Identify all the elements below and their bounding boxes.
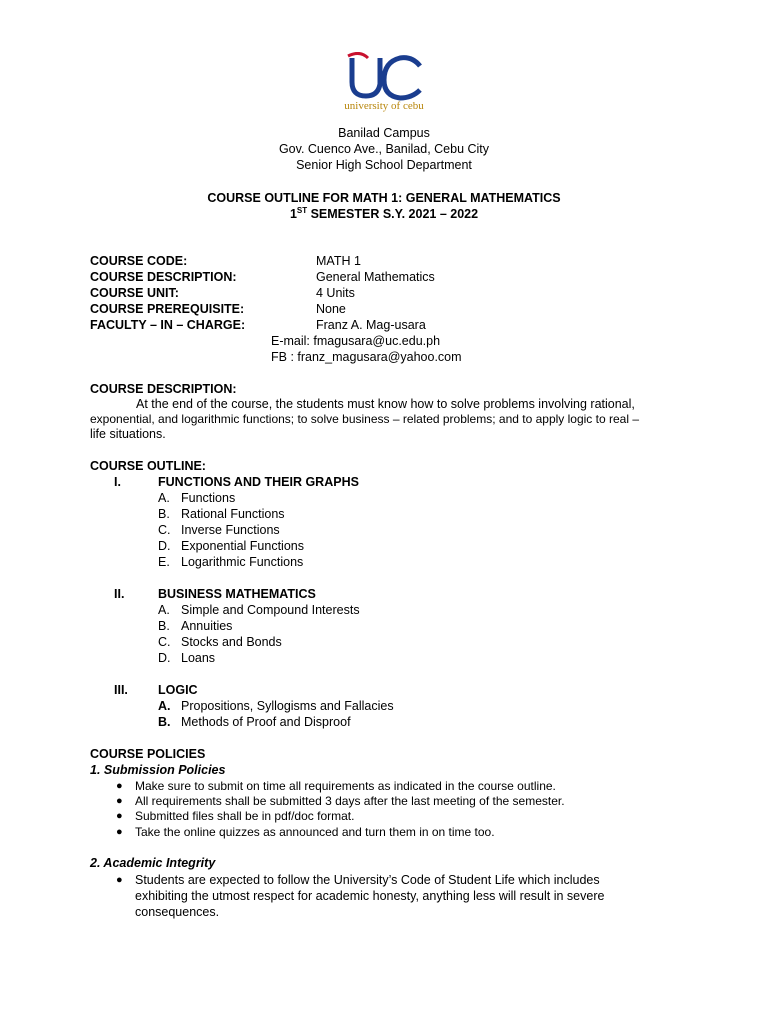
course-prerequisite-value: None	[316, 302, 346, 316]
section-3-item-a-letter: A.	[158, 699, 171, 713]
course-description-label: COURSE DESCRIPTION:	[90, 270, 237, 284]
semester-ordinal-suffix: ST	[296, 206, 308, 215]
section-1-item-e-letter: E.	[158, 555, 170, 569]
section-1-item-b-letter: B.	[158, 507, 170, 521]
semester-ordinal: 1	[289, 207, 297, 222]
section-3-item-b-letter: B.	[158, 715, 171, 729]
submission-bullet-3: Submitted files shall be in pdf/doc format.	[135, 809, 355, 823]
section-2-item-c: Stocks and Bonds	[181, 635, 282, 649]
faculty-value: Franz A. Mag-usara	[316, 318, 426, 332]
section-1-item-d: Exponential Functions	[181, 539, 304, 553]
faculty-label: FACULTY – IN – CHARGE:	[90, 318, 246, 332]
campus-name: Banilad Campus	[338, 126, 430, 140]
section-1-item-c-letter: C.	[158, 523, 171, 537]
course-code-value: MATH 1	[316, 254, 361, 268]
section-2-item-d-letter: D.	[158, 651, 171, 665]
section-1-title: FUNCTIONS AND THEIR GRAPHS	[158, 475, 359, 489]
integrity-line-1: Students are expected to follow the University’s Code of Student Life which includes	[135, 873, 600, 887]
logo-name: university of cebu	[344, 100, 424, 112]
faculty-email: E-mail: fmagusara@uc.edu.ph	[271, 334, 441, 348]
course-code-label: COURSE CODE:	[90, 254, 188, 268]
uc-logo-mark-icon	[338, 52, 430, 104]
section-3-number: III.	[114, 683, 128, 697]
section-2-item-d: Loans	[181, 651, 216, 665]
semester-line	[0, 206, 768, 221]
bullet-icon: ●	[116, 810, 123, 822]
course-description-value: General Mathematics	[316, 270, 435, 284]
description-heading: COURSE DESCRIPTION:	[90, 382, 237, 396]
integrity-line-2: exhibiting the utmost respect for academic honesty, anything less will result in severe	[135, 889, 605, 903]
course-prerequisite-label: COURSE PREREQUISITE:	[90, 302, 245, 316]
description-line-1: At the end of the course, the students must know how to solve problems involving rational,	[136, 397, 635, 411]
section-2-number: II.	[114, 587, 125, 601]
section-2-item-a-letter: A.	[158, 603, 170, 617]
semester-year: SEMESTER S.Y. 2021 – 2022	[307, 207, 479, 222]
integrity-line-3: consequences.	[135, 905, 220, 919]
department-name: Senior High School Department	[296, 158, 472, 172]
bullet-icon: ●	[116, 826, 123, 838]
section-3-title: LOGIC	[158, 683, 198, 697]
section-1-item-b: Rational Functions	[181, 507, 285, 521]
section-1-item-e: Logarithmic Functions	[181, 555, 304, 569]
bullet-icon: ●	[116, 780, 123, 792]
section-2-item-a: Simple and Compound Interests	[181, 603, 360, 617]
campus-address: Gov. Cuenco Ave., Banilad, Cebu City	[278, 142, 490, 156]
university-logo	[338, 52, 430, 118]
section-1-number: I.	[114, 475, 121, 489]
section-3-item-a: Propositions, Syllogisms and Fallacies	[181, 699, 394, 713]
policies-heading: COURSE POLICIES	[90, 747, 206, 761]
section-2-title: BUSINESS MATHEMATICS	[158, 587, 316, 601]
course-unit-label: COURSE UNIT:	[90, 286, 179, 300]
section-2-item-b-letter: B.	[158, 619, 170, 633]
bullet-icon: ●	[116, 795, 123, 807]
submission-bullet-2: All requirements shall be submitted 3 days after the last meeting of the semester.	[135, 794, 565, 808]
description-line-2: exponential, and logarithmic functions; to solve business – related problems; and to apply logic to real –	[90, 412, 639, 426]
bullet-icon: ●	[116, 874, 123, 886]
section-1-item-a: Functions	[181, 491, 236, 505]
academic-integrity-heading: 2. Academic Integrity	[90, 856, 216, 870]
faculty-fb: FB : franz_magusara@yahoo.com	[271, 350, 462, 364]
course-unit-value: 4 Units	[316, 286, 355, 300]
section-2-item-c-letter: C.	[158, 635, 171, 649]
section-1-item-a-letter: A.	[158, 491, 170, 505]
section-2-item-b: Annuities	[181, 619, 233, 633]
section-1-item-c: Inverse Functions	[181, 523, 280, 537]
section-1-item-d-letter: D.	[158, 539, 171, 553]
submission-policies-heading: 1. Submission Policies	[90, 763, 226, 777]
outline-heading: COURSE OUTLINE:	[90, 459, 206, 473]
section-3-item-b: Methods of Proof and Disproof	[181, 715, 351, 729]
submission-bullet-4: Take the online quizzes as announced and turn them in on time too.	[135, 825, 495, 839]
description-line-3: life situations.	[90, 427, 166, 441]
document-title: COURSE OUTLINE FOR MATH 1: GENERAL MATHEMATICS	[207, 191, 561, 205]
submission-bullet-1: Make sure to submit on time all requirements as indicated in the course outline.	[135, 779, 556, 793]
